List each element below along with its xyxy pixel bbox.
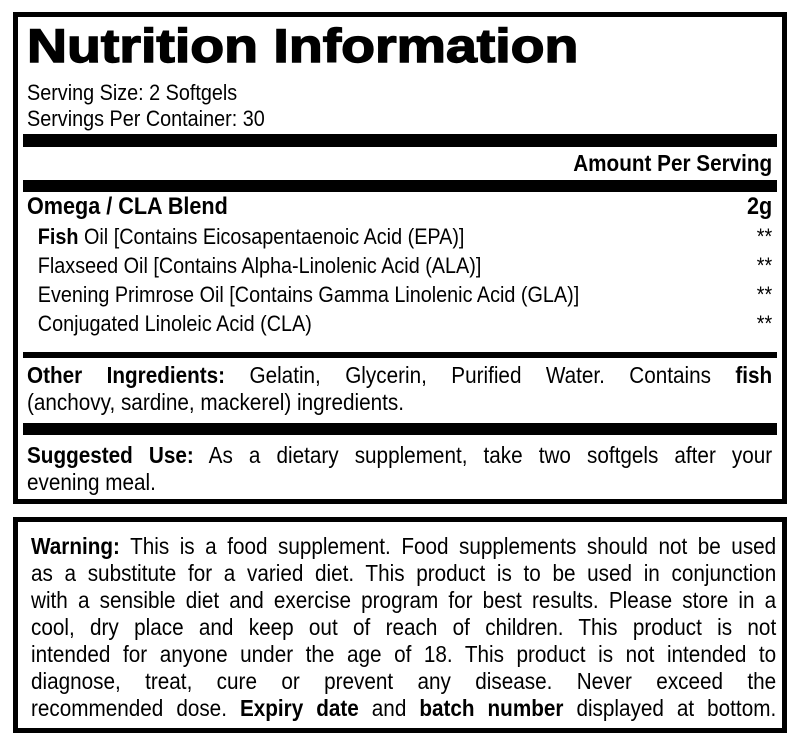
nutrient-row-cla (27, 309, 772, 338)
divider-bar-ingredients (23, 352, 777, 358)
divider-bar-top (23, 134, 777, 147)
nutrient-name: Evening Primrose Oil [Contains Gamma Linolenic Acid (GLA)] (37, 282, 580, 307)
warning-text: Warning: This is a food supplement. Food supplements should not be used as a substitute for a varied diet. This product is to be used in conjunction with a sensible diet and exercise program for best results. Please store in a cool, dry place and keep out of reach of children. This product is not intended for anyone under the age of 18. This product is not intended to diagnose, treat, cure or prevent any disease. Never exceed the recommended dose. Expiry date and batch number displayed at bottom. (31, 533, 777, 721)
nutrient-amount: ** (756, 253, 773, 278)
nutrient-name: Conjugated Linoleic Acid (CLA) (37, 311, 312, 336)
suggested-use-text: Suggested Use: As a dietary supplement, take two softgels after your evening meal. (27, 442, 773, 495)
amount-per-serving-header: Amount Per Serving (573, 150, 773, 176)
nutrient-name: Fish Oil [Contains Eicosapentaenoic Acid (EPA)] (37, 224, 465, 249)
divider-bar-header (23, 180, 777, 192)
divider-bar-suggested-use (23, 423, 777, 435)
nutrient-amount: 2g (746, 193, 773, 220)
serving-size: Serving Size: 2 Softgels (27, 80, 238, 105)
nutrient-row-fish-oil (27, 222, 772, 251)
nutrition-facts-panel (13, 12, 787, 504)
nutrient-amount: ** (756, 282, 773, 307)
nutrient-row-flaxseed-oil (27, 251, 772, 280)
panel-title: Nutrition Information (27, 19, 579, 72)
nutrient-name: Flaxseed Oil [Contains Alpha-Linolenic Acid (ALA)] (37, 253, 482, 278)
nutrient-row-evening-primrose (27, 280, 772, 309)
nutrient-row-blend (27, 192, 772, 222)
nutrient-amount: ** (756, 311, 773, 336)
warning-panel (13, 517, 787, 733)
servings-per-container: Servings Per Container: 30 (27, 106, 265, 131)
nutrient-name: Omega / CLA Blend (27, 193, 228, 220)
other-ingredients-text: Other Ingredients: Gelatin, Glycerin, Purified Water. Contains fish (anchovy, sardine, mackerel) ingredients. (27, 362, 773, 415)
nutrient-amount: ** (756, 224, 773, 249)
